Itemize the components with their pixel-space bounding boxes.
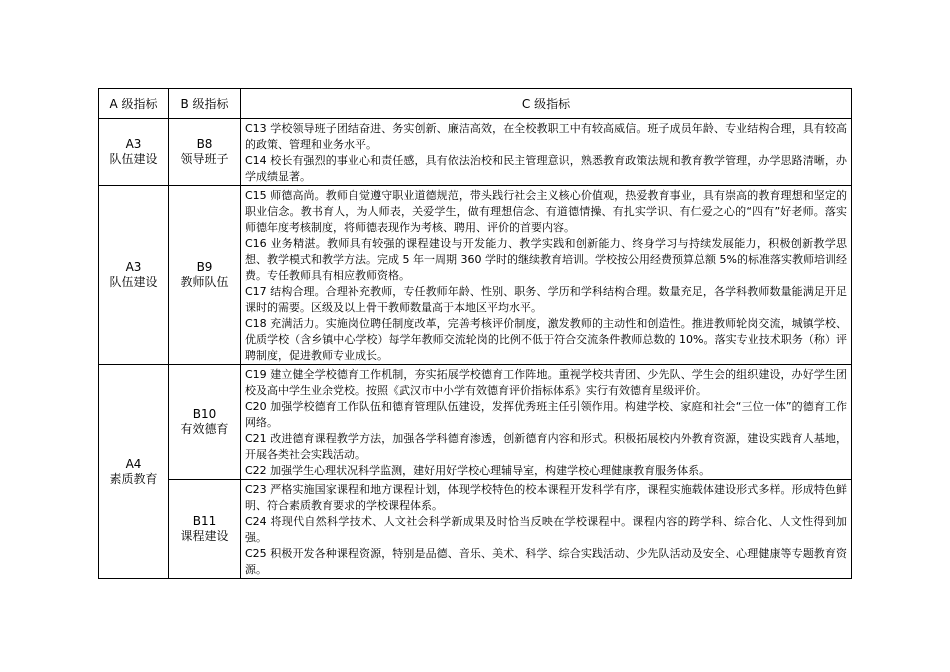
c-level-cell (241, 119, 852, 186)
a-level-name: 队伍建设 (109, 275, 158, 289)
header-b-level: B 级指标 (169, 89, 241, 119)
a-level-cell (99, 365, 169, 579)
header-a-level: A 级指标 (99, 89, 169, 119)
b-level-cell (169, 186, 241, 365)
c-item: C18 充满活力。实施岗位聘任制度改革，完善考核评价制度，激发教师的主动性和创造性。推进教师轮岗交流，城镇学校、优质学校（含乡镇中心学校）每学年教师交流轮岗的比例不低于符合交流条件教师总数的 10%。落实专业技术职务（称）评聘制度，促进教师专业成长。 (245, 317, 847, 362)
a-level-name: 素质教育 (109, 471, 158, 486)
table-row (99, 186, 852, 365)
b-level-code: B9 (196, 260, 213, 274)
c-level-cell (241, 186, 852, 365)
a-level-code: A3 (125, 137, 142, 151)
b-level-name: 领导班子 (180, 152, 229, 166)
c-item: C16 业务精湛。教师具有较强的课程建设与开发能力、教学实践和创新能力、终身学习与持续发展能力，积极创新教学思想、教学模式和教学方法。完成 5 年一周期 360 学时的继续教育培训。学校按公用经费预算总额 5%的标准落实教师培训经费。专任教师具有相应教师资格。 (245, 237, 847, 282)
table-row (99, 119, 852, 186)
c-item: C19 建立健全学校德育工作机制，夯实拓展学校德育工作阵地。重视学校共青团、少先队、学生会的组织建设，办好学生团校及高中学生业余党校。按照《武汉市中小学有效德育评价指标体系》实行有效德育星级评价。 (245, 368, 847, 397)
a-level-cell (99, 119, 169, 186)
c-item: C15 师德高尚。教师自觉遵守职业道德规范，带头践行社会主义核心价值观，热爱教育事业，具有崇高的教育理想和坚定的职业信念。教书育人，为人师表，关爱学生，做有理想信念、有道德情操、有扎实学识、有仁爱之心的“四有”好老师。落实师德年度考核制度，将师德表现作为考核、聘用、评价的首要内容。 (245, 189, 847, 234)
b-level-name: 课程建设 (180, 529, 229, 543)
b-level-cell (169, 365, 241, 480)
a-level-code: A4 (125, 456, 142, 471)
b-level-name: 教师队伍 (180, 275, 229, 289)
c-item: C14 校长有强烈的事业心和责任感，具有依法治校和民主管理意识，熟悉教育政策法规和教育教学管理，办学思路清晰，办学成绩显著。 (245, 154, 847, 183)
b-level-name: 有效德育 (180, 422, 229, 436)
c-item: C13 学校领导班子团结奋进、务实创新、廉洁高效，在全校教职工中有较高威信。班子成员年龄、专业结构合理，具有较高的政策、管理和业务水平。 (245, 122, 847, 151)
table-row (99, 480, 852, 579)
c-item: C25 积极开发各种课程资源，特别是品德、音乐、美术、科学、综合实践活动、少先队活动及安全、心理健康等专题教育资源。 (245, 547, 847, 576)
c-item: C24 将现代自然科学技术、人文社会科学新成果及时恰当反映在学校课程中。课程内容的跨学科、综合化、人文性得到加强。 (245, 515, 847, 544)
c-item: C17 结构合理。合理补充教师，专任教师年龄、性别、职务、学历和学科结构合理。数量充足，各学科教师数量能满足开足课时的需要。区级及以上骨干教师数量高于本地区平均水平。 (245, 285, 847, 314)
header-c-level: C 级指标 (241, 89, 852, 119)
indicator-table (98, 88, 852, 579)
c-item: C21 改进德育课程教学方法，加强各学科德育渗透，创新德育内容和形式。积极拓展校内外教育资源，建设实践育人基地，开展各类社会实践活动。 (245, 432, 847, 461)
a-level-name: 队伍建设 (109, 152, 158, 166)
c-item: C20 加强学校德育工作队伍和德育管理队伍建设，发挥优秀班主任引领作用。构建学校、家庭和社会“三位一体”的德育工作网络。 (245, 400, 847, 429)
b-level-code: B10 (192, 407, 217, 421)
header-row (99, 89, 852, 119)
a-level-code: A3 (125, 260, 142, 274)
b-level-cell (169, 480, 241, 579)
b-level-code: B8 (196, 137, 213, 151)
b-level-code: B11 (192, 514, 217, 528)
c-level-cell (241, 365, 852, 480)
a-level-cell (99, 186, 169, 365)
b-level-cell (169, 119, 241, 186)
c-item: C22 加强学生心理状况科学监测，建好用好学校心理辅导室，构建学校心理健康教育服务体系。 (245, 464, 711, 477)
table-row (99, 365, 852, 480)
c-level-cell (241, 480, 852, 579)
c-item: C23 严格实施国家课程和地方课程计划，体现学校特色的校本课程开发科学有序，课程实施载体建设形式多样。形成特色鲜明、符合素质教育要求的学校课程体系。 (245, 483, 847, 512)
